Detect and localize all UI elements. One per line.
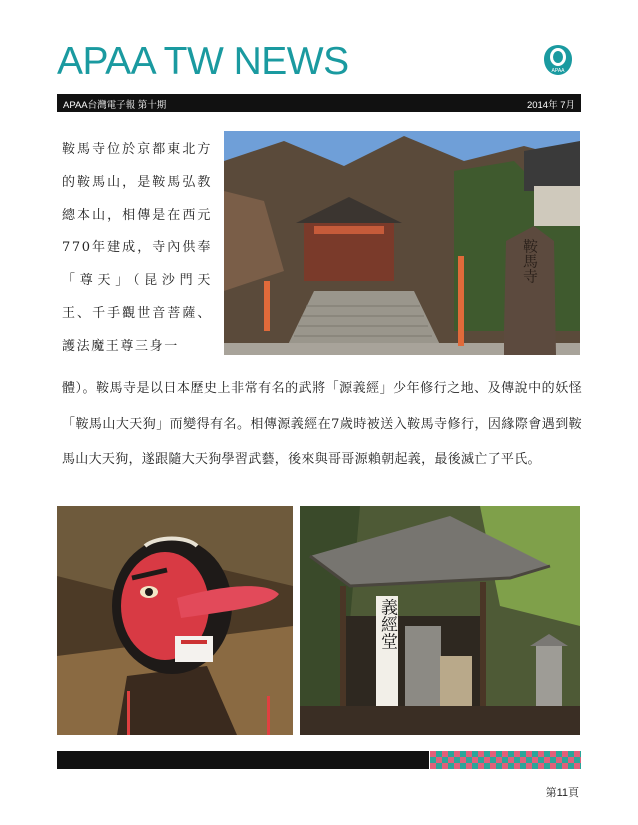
checker-square (580, 757, 581, 763)
checker-square (550, 751, 556, 757)
checker-square (544, 751, 550, 757)
checker-square (484, 751, 490, 757)
checker-square (550, 757, 556, 763)
checker-square (526, 751, 532, 757)
checker-square (526, 763, 532, 769)
checker-square (508, 751, 514, 757)
checker-square (460, 763, 466, 769)
checker-square (502, 757, 508, 763)
checker-square (568, 763, 574, 769)
checker-square (430, 751, 436, 757)
checker-square (562, 757, 568, 763)
checker-square (550, 763, 556, 769)
checker-square (580, 751, 581, 757)
checker-square (454, 757, 460, 763)
checker-square (454, 751, 460, 757)
checker-square (442, 751, 448, 757)
footer-checker-pattern (429, 751, 581, 769)
checker-square (460, 757, 466, 763)
checker-square (514, 763, 520, 769)
checker-square (436, 763, 442, 769)
photo-yoshitsune-hall (300, 506, 580, 735)
checker-square (472, 763, 478, 769)
article-body: 體）。鞍馬寺是以日本歷史上非常有名的武將「源義經」少年修行之地、及傳說中的妖怪「鞍馬山大天狗」而變得有名。相傳源義經在7歲時被送入鞍馬寺修行，因緣際會遇到鞍馬山大天狗，遂跟隨大天狗學習武藝，後來與哥哥源賴朝起義，最後滅亡了平氏。 (62, 381, 582, 468)
checker-square (484, 757, 490, 763)
photo-kurama-temple-gate (224, 131, 580, 355)
checker-square (556, 751, 562, 757)
checker-square (430, 757, 436, 763)
checker-square (562, 751, 568, 757)
checker-square (526, 757, 532, 763)
apaa-logo (543, 44, 573, 76)
checker-square (532, 751, 538, 757)
checker-square (436, 757, 442, 763)
checker-square (496, 751, 502, 757)
checker-square (442, 757, 448, 763)
checker-square (520, 763, 526, 769)
svg-text:APAA: APAA (551, 68, 565, 74)
checker-square (538, 763, 544, 769)
issue-date: 2014年 7月 (526, 100, 575, 111)
photo-tengu-statue (57, 506, 293, 735)
checker-square (562, 763, 568, 769)
masthead-title: APAA TW NEWS (57, 40, 349, 83)
checker-square (436, 751, 442, 757)
checker-square (556, 757, 562, 763)
checker-square (502, 763, 508, 769)
checker-square (580, 763, 581, 769)
checker-square (508, 757, 514, 763)
checker-square (490, 751, 496, 757)
checker-square (532, 757, 538, 763)
checker-square (520, 757, 526, 763)
checker-square (544, 763, 550, 769)
checker-square (448, 763, 454, 769)
checker-square (496, 757, 502, 763)
checker-square (490, 763, 496, 769)
checker-square (442, 763, 448, 769)
svg-text:義經堂: 義經堂 (377, 598, 397, 650)
checker-square (484, 763, 490, 769)
checker-square (574, 751, 580, 757)
checker-square (556, 763, 562, 769)
checker-square (532, 763, 538, 769)
checker-square (472, 751, 478, 757)
checker-square (574, 763, 580, 769)
checker-square (508, 763, 514, 769)
checker-square (514, 757, 520, 763)
checker-square (502, 751, 508, 757)
svg-text:鞍馬寺: 鞍馬寺 (521, 238, 539, 284)
article-intro: 鞍馬寺位於京都東北方的鞍馬山，是鞍馬弘教總本山，相傳是在西元770年建成，寺內供奉「尊天」（昆沙門天王、千手觀世音菩薩、護法魔王尊三身一 (62, 142, 212, 354)
checker-square (574, 757, 580, 763)
checker-square (478, 751, 484, 757)
checker-square (568, 757, 574, 763)
checker-square (460, 751, 466, 757)
checker-square (448, 751, 454, 757)
checker-square (448, 757, 454, 763)
checker-square (520, 751, 526, 757)
checker-square (466, 763, 472, 769)
checker-square (466, 751, 472, 757)
checker-square (478, 763, 484, 769)
checker-square (466, 757, 472, 763)
checker-square (490, 757, 496, 763)
checker-square (544, 757, 550, 763)
issue-bar (57, 94, 581, 112)
checker-square (496, 763, 502, 769)
checker-square (454, 763, 460, 769)
checker-square (538, 757, 544, 763)
checker-square (472, 757, 478, 763)
checker-square (430, 763, 436, 769)
checker-square (514, 751, 520, 757)
checker-square (568, 751, 574, 757)
page-number: 第11頁 (545, 787, 579, 799)
issue-label: APAA台灣電子報 第十期 (63, 100, 167, 111)
footer-bar (57, 751, 429, 769)
checker-square (538, 751, 544, 757)
checker-square (478, 757, 484, 763)
